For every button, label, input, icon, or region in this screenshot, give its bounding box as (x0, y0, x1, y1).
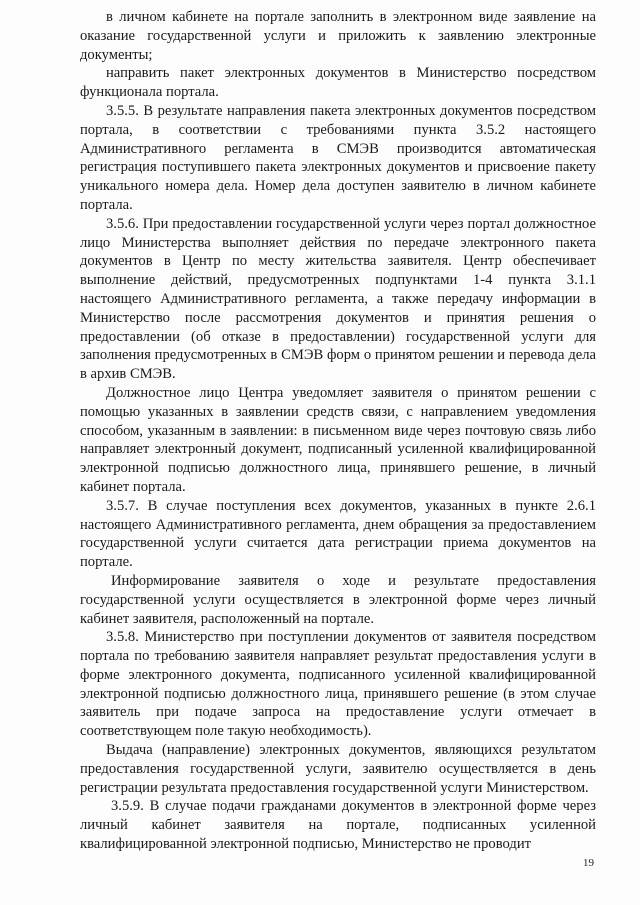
paragraph-issuance: Выдача (направление) электронных документов, являющихся результатом предоставления государственной услуги, заявителю осуществляется в день регистрации результата предоставления государственной услуги Министерством. (80, 742, 596, 796)
document-body (80, 8, 596, 854)
paragraph-3-5-7: 3.5.7. В случае поступления всех документов, указанных в пункте 2.6.1 настоящего Административного регламента, днем обращения за предоставлением государственной услуги считается дата регистрации приема документов на портале. (80, 497, 596, 571)
paragraph-3-5-6: 3.5.6. При предоставлении государственной услуги через портал должностное лицо Министерства выполняет действия по передаче электронного пакета документов в Центр по месту жительства заявителя. Центр обеспечивает выполнение действий, предусмотренных подпунктами 1-4 пункта 3.1.1 настоящего Административного регламента, а также передачу информации в Министерство после рассмотрения документов и принятия решения о предоставлении (об отказе в предоставлении) государственной услуги для заполнения предусмотренных в СМЭВ форм о принятом решении и перевода дела в архив СМЭВ. (80, 215, 596, 383)
paragraph-send-package: направить пакет электронных документов в Министерство посредством функционала портала. (80, 65, 596, 101)
paragraph-3-5-9: 3.5.9. В случае подачи гражданами документов в электронной форме через личный кабинет заявителя на портале, подписанных усиленной квалифицированной электронной подписью, Министерство не проводит (80, 798, 596, 853)
paragraph-informing: Информирование заявителя о ходе и результате предоставления государственной услуги осуществляется в электронной форме через личный кабинет заявителя, расположенный на портале. (80, 572, 596, 627)
page-number: 19 (583, 857, 594, 869)
paragraph-fill-application: в личном кабинете на портале заполнить в электронном виде заявление на оказание государственной услуги и приложить к заявлению электронные документы; (80, 9, 596, 63)
paragraph-center-notifies: Должностное лицо Центра уведомляет заявителя о принятом решении с помощью указанных в заявлении средств связи, с направлением уведомления способом, указанным в заявлении: в письменном виде через почтовую связь либо направляет электронный документ, подписанный усиленной квалифицированной электронной подписью должностного лица, принявшего решение, в личный кабинет портала. (80, 384, 596, 495)
paragraph-3-5-8: 3.5.8. Министерство при поступлении документов от заявителя посредством портала по требованию заявителя направляет результат предоставления услуги в форме электронного документа, подписанного усиленной квалифицированной электронной подписью должностного лица, принявшего решение (в этом случае заявитель при подаче запроса на предоставление услуги отмечает в соответствующем поле такую необходимость). (80, 629, 596, 740)
paragraph-3-5-5: 3.5.5. В результате направления пакета электронных документов посредством портала, в соответствии с требованиями пункта 3.5.2 настоящего Административного регламента в СМЭВ производится автоматическая регистрация поступившего пакета электронных документов и присвоение пакету уникального номера дела. Номер дела доступен заявителю в личном кабинете портала. (80, 102, 596, 213)
